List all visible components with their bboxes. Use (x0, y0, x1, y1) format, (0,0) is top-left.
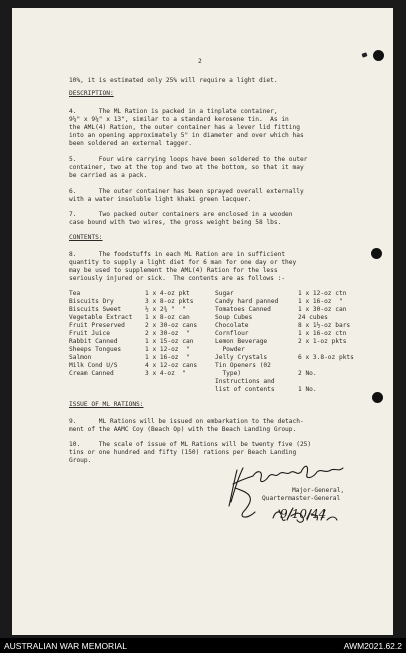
item-left-qty: ½ x 2¾ " " (145, 306, 186, 313)
para5-line1: 5. Four wire carrying loops have been soldered to the outer (69, 156, 308, 163)
item-left-name: Salmon (69, 354, 92, 361)
para8-line1: 8. The foodstuffs in each ML Ration are in sufficient (69, 251, 286, 258)
item-right-name: Chocolate (215, 322, 249, 329)
item-left-qty: 2 x 30-oz " (145, 330, 190, 337)
para4-line5: been soldered an external tagger. (69, 140, 192, 147)
item-right-name: Tomatoes Canned (215, 306, 271, 313)
ink-mark (361, 52, 367, 57)
item-right-name: Powder (215, 346, 245, 353)
item-left-qty: 1 x 15-oz can (145, 338, 194, 345)
document-page (12, 8, 393, 635)
item-left-qty: 3 x 4-oz " (145, 370, 186, 377)
para9-line2: ment of the AAMC Coy (Beach Op) with the Beach Landing Group. (69, 426, 297, 433)
signatory-role: Quartermaster-General (262, 495, 341, 502)
punch-hole (372, 392, 383, 403)
item-right-name: Cornflour (215, 330, 249, 337)
item-right-name: Sugar (215, 290, 234, 297)
para6-line2: with a water insoluble light khaki green lacquer. (69, 196, 252, 203)
item-left-name: Rabbit Canned (69, 338, 118, 345)
item-right-qty: 1 x 12-oz ctn (298, 290, 347, 297)
signatory-rank: Major-General, (292, 487, 345, 494)
item-left-qty: 1 x 12-oz " (145, 346, 190, 353)
item-right-qty: 2 No. (298, 370, 317, 377)
item-left-qty: 1 x 8-oz can (145, 314, 190, 321)
para4-line2: 9¼" x 9¼" x 13", similar to a standard kerosene tin. As in (69, 116, 289, 123)
heading-contents: CONTENTS: (69, 234, 103, 241)
item-left-qty: 4 x 12-oz cans (145, 362, 198, 369)
item-right-qty: 24 cubes (298, 314, 328, 321)
para4-line1: 4. The ML Ration is packed in a tinplate container, (69, 108, 278, 115)
item-right-name: Tin Openers (02 (215, 362, 271, 369)
para7-line2: case bound with two wires, the gross weight being 58 lbs. (69, 219, 282, 226)
item-right-name: Soup Cubes (215, 314, 253, 321)
item-left-name: Biscuits Dry (69, 298, 114, 305)
para5-line3: be carried as a pack. (69, 172, 148, 179)
para10-line3: Group. (69, 457, 92, 464)
line-10pct: 10%, it is estimated only 25% will require a light diet. (69, 77, 278, 84)
archive-footer (0, 638, 406, 653)
item-right-qty: 6 x 3.8-oz pkts (298, 354, 354, 361)
item-right-name: Jelly Crystals (215, 354, 268, 361)
para10-line1: 10. The scale of issue of ML Rations will be twenty five (25) (69, 441, 312, 448)
item-left-name: Fruit Preserved (69, 322, 125, 329)
signature-date: 9/10/44 (280, 507, 327, 521)
item-right-qty: 1 x 30-oz can (298, 306, 347, 313)
item-right-qty: 2 x 1-oz pkts (298, 338, 347, 345)
punch-hole (371, 248, 382, 259)
punch-hole (373, 50, 384, 61)
item-right-name: Candy hard panned (215, 298, 279, 305)
item-right-name: Lemon Beverage (215, 338, 268, 345)
para5-line2: container, two at the top and two at the bottom, so that it may (69, 164, 304, 171)
para7-line1: 7. Two packed outer containers are enclosed in a wooden (69, 211, 293, 218)
item-right-qty: 1 x 16-oz ctn (298, 330, 347, 337)
item-right-qty: 1 x 16-oz " (298, 298, 343, 305)
item-left-name: Cream Canned (69, 370, 114, 377)
item-left-name: Fruit Juice (69, 330, 110, 337)
para9-line1: 9. ML Rations will be issued on embarkation to the detach- (69, 418, 304, 425)
item-left-name: Tea (69, 290, 81, 297)
item-left-qty: 1 x 16-oz " (145, 354, 190, 361)
heading-description: DESCRIPTION: (69, 90, 114, 97)
footer-catalogue-number: AWM2021.62.2 (343, 641, 402, 651)
para4-line3: the AML(4) Ration, the outer container has a lever lid fitting (69, 124, 300, 131)
footer-institution: AUSTRALIAN WAR MEMORIAL (4, 641, 127, 651)
item-right-name: Instructions and (215, 378, 275, 385)
para6-line1: 6. The outer container has been sprayed overall externally (69, 188, 304, 195)
para8-line3: may be used to supplement the AML(4) Ration for the less (69, 267, 278, 274)
para8-line2: quantity to supply a light diet for 6 man for one day or they (69, 259, 297, 266)
page-number: 2 (198, 58, 202, 65)
item-left-qty: 3 x 8-oz pkts (145, 298, 194, 305)
item-right-name: Type) (215, 370, 242, 377)
item-right-qty: 1 No. (298, 386, 317, 393)
item-left-name: Biscuits Sweet (69, 306, 122, 313)
item-left-qty: 1 x 4-oz pkt (145, 290, 190, 297)
item-left-qty: 2 x 30-oz cans (145, 322, 198, 329)
item-right-name: list of contents (215, 386, 275, 393)
para8-line4: seriously injured or sick. The contents are as follows :- (69, 275, 286, 282)
item-left-name: Milk Cond U/S (69, 362, 118, 369)
item-left-name: Vegetable Extract (69, 314, 133, 321)
item-left-name: Sheeps Tongues (69, 346, 122, 353)
item-right-qty: 8 x 1½-oz bars (298, 322, 351, 329)
heading-issue: ISSUE OF ML RATIONS: (69, 401, 144, 408)
para4-line4: into an opening approximately 5" in diameter and over which has (69, 132, 304, 139)
para10-line2: tins or one hundred and fifty (150) rations per Beach Landing (69, 449, 297, 456)
